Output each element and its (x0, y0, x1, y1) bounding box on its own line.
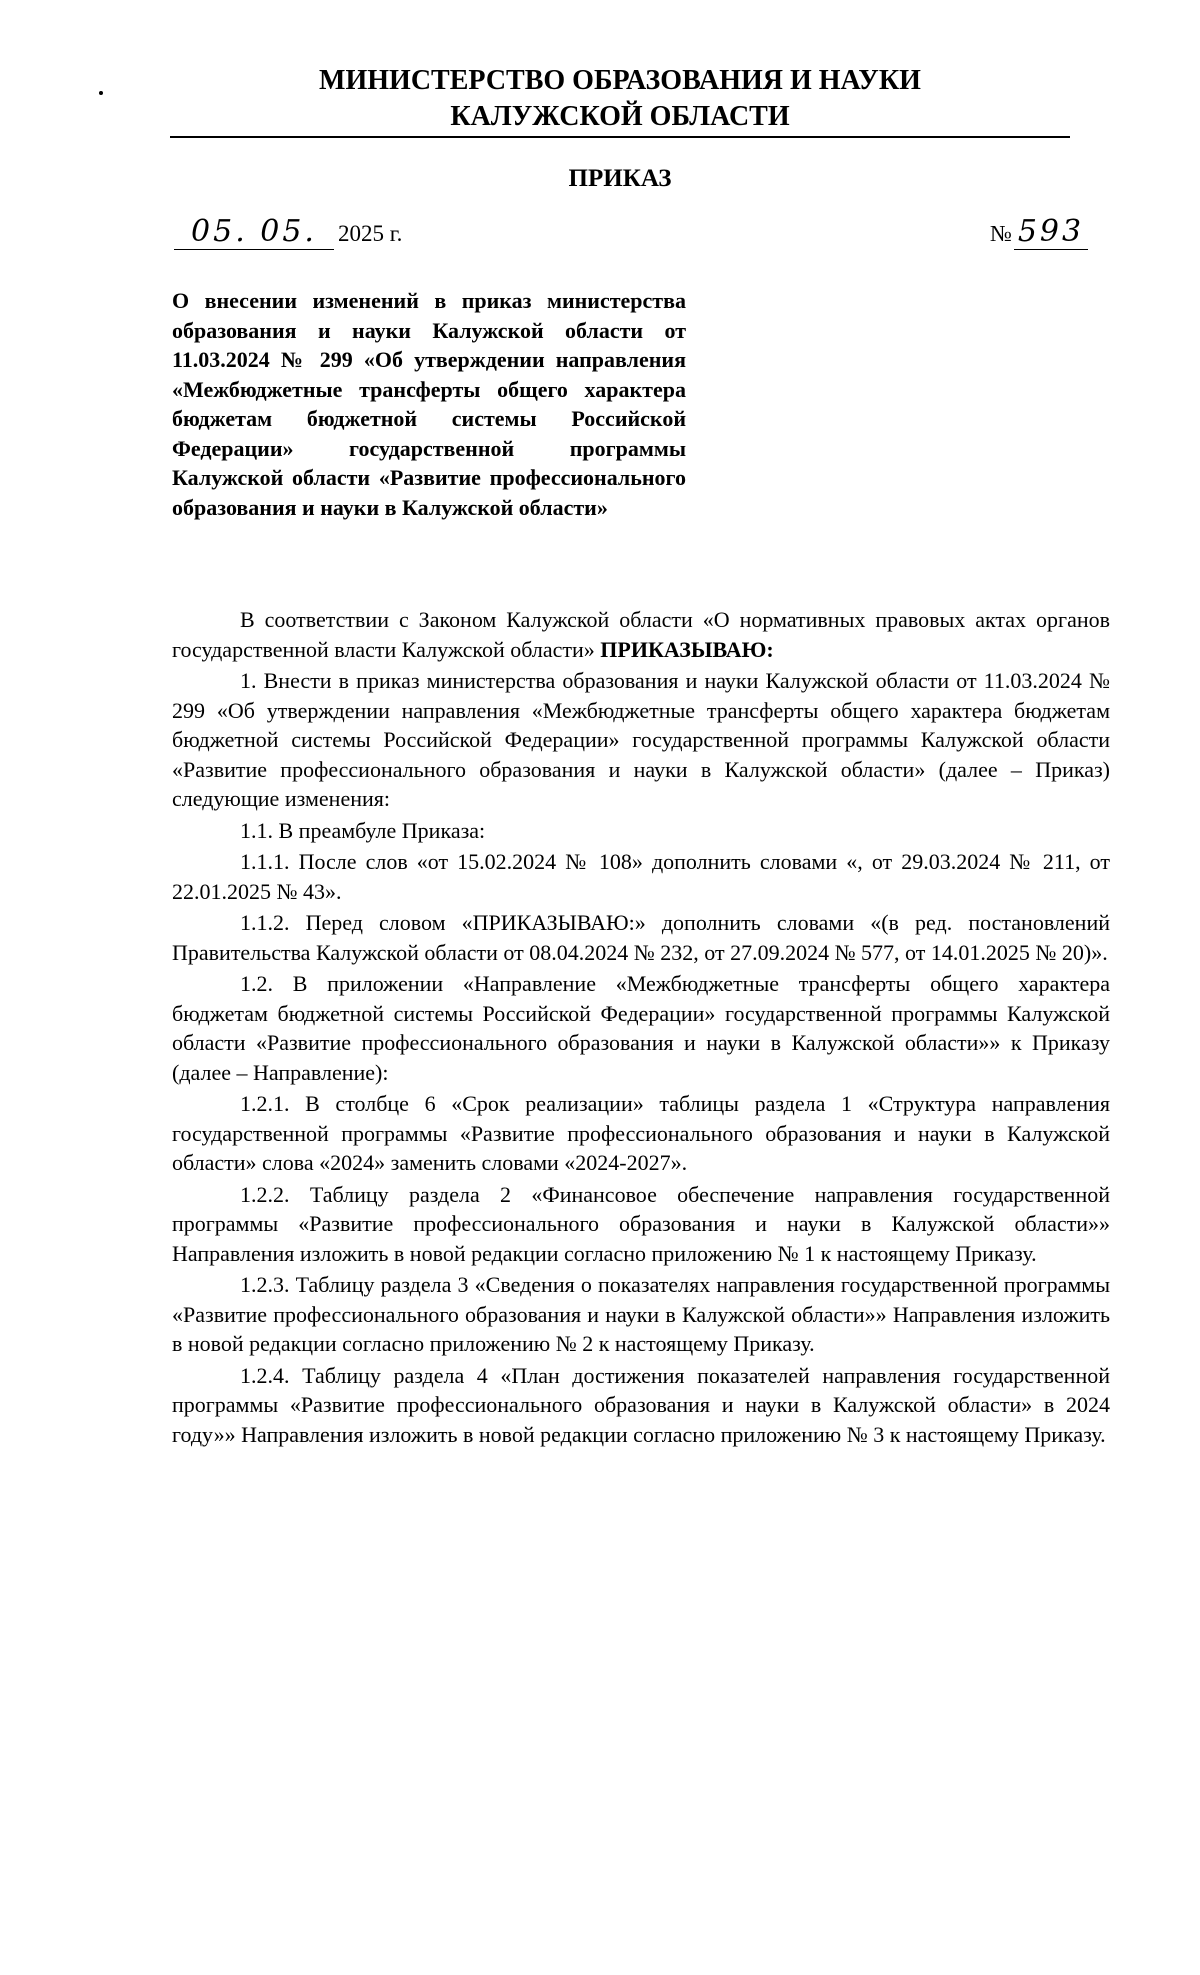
paragraph-1-2-2: 1.2.2. Таблицу раздела 2 «Финансовое обеспечение направления государственной программы «Развитие профессионального образования и науки в Калужской области»» Направления изложить в новой редакции согласно приложению № 1 к настоящему Приказу. (172, 1181, 1110, 1266)
handwritten-number: 593 (1014, 214, 1088, 250)
scan-dot (99, 91, 103, 95)
order-number (990, 214, 1092, 250)
paragraph-1-1-2: 1.1.2. Перед словом «ПРИКАЗЫВАЮ:» дополнить словами «(в ред. постановлений Правительства Калужской области от 08.04.2024 № 232, от 27.09.2024 № 577, от 14.01.2025 № 20)». (172, 910, 1110, 965)
ministry-title-line1: МИНИСТЕРСТВО ОБРАЗОВАНИЯ И НАУКИ (319, 65, 921, 96)
paragraph-1-2-4: 1.2.4. Таблицу раздела 4 «План достижения показателей направления государственной программы «Развитие профессионального образования и науки в Калужской области» в 2024 году»» Направления изложить в новой редакции согласно приложению № 3 к настоящему Приказу. (172, 1362, 1110, 1447)
paragraph-1: 1. Внести в приказ министерства образования и науки Калужской области от 11.03.2024 № 299 «Об утверждении направления «Межбюджетные трансферты общего характера бюджетам бюджетной системы Российской Федерации» государственной программы Калужской области «Развитие профессионального образования и науки в Калужской области» (далее – Приказ) следующие изменения: (172, 668, 1110, 811)
order-subject: О внесении изменений в приказ министерства образования и науки Калужской области от 11.03.2024 № 299 «Об утверждении направления «Межбюджетные трансферты общего характера бюджетам бюджетной системы Российской Федерации» государственной программы Калужской области «Развитие профессионального образования и науки в Калужской области» (172, 288, 686, 520)
order-body (172, 605, 1110, 1449)
header-divider (170, 136, 1070, 138)
paragraph-1-2: 1.2. В приложении «Направление «Межбюджетные трансферты общего характера бюджетам бюджетной системы Российской Федерации» государственной программы Калужской области «Развитие профессионального образования и науки в Калужской области»» к Приказу (далее – Направление): (172, 971, 1110, 1085)
date-year: 2025 г. (338, 221, 403, 246)
paragraph-1-2-3: 1.2.3. Таблицу раздела 3 «Сведения о показателях направления государственной программы «Развитие профессионального образования и науки в Калужской области»» Направления изложить в новой редакции согласно приложению № 2 к настоящему Приказу. (172, 1272, 1110, 1356)
ministry-title-line2: КАЛУЖСКОЙ ОБЛАСТИ (450, 101, 790, 132)
handwritten-date: 05. 05. (174, 214, 334, 250)
paragraph-1-2-1: 1.2.1. В столбце 6 «Срок реализации» таблицы раздела 1 «Структура направления государственной программы «Развитие профессионального образования и науки в Калужской области» слова «2024» заменить словами «2024-2027». (172, 1091, 1110, 1175)
intro-text: В соответствии с Законом Калужской области «О нормативных правовых актах органов государственной власти Калужской области» (172, 607, 1110, 662)
order-date (174, 214, 402, 250)
paragraph-1-1-1: 1.1.1. После слов «от 15.02.2024 № 108» дополнить словами «, от 29.03.2024 № 211, от 22.01.2025 № 43». (172, 849, 1110, 904)
document-type: ПРИКАЗ (568, 165, 672, 192)
paragraph-1-1: 1.1. В преамбуле Приказа: (240, 817, 486, 843)
number-label: № (990, 221, 1012, 246)
ministry-header (170, 63, 1070, 135)
intro-paragraph (172, 605, 1110, 664)
intro-command: ПРИКАЗЫВАЮ: (600, 636, 774, 662)
